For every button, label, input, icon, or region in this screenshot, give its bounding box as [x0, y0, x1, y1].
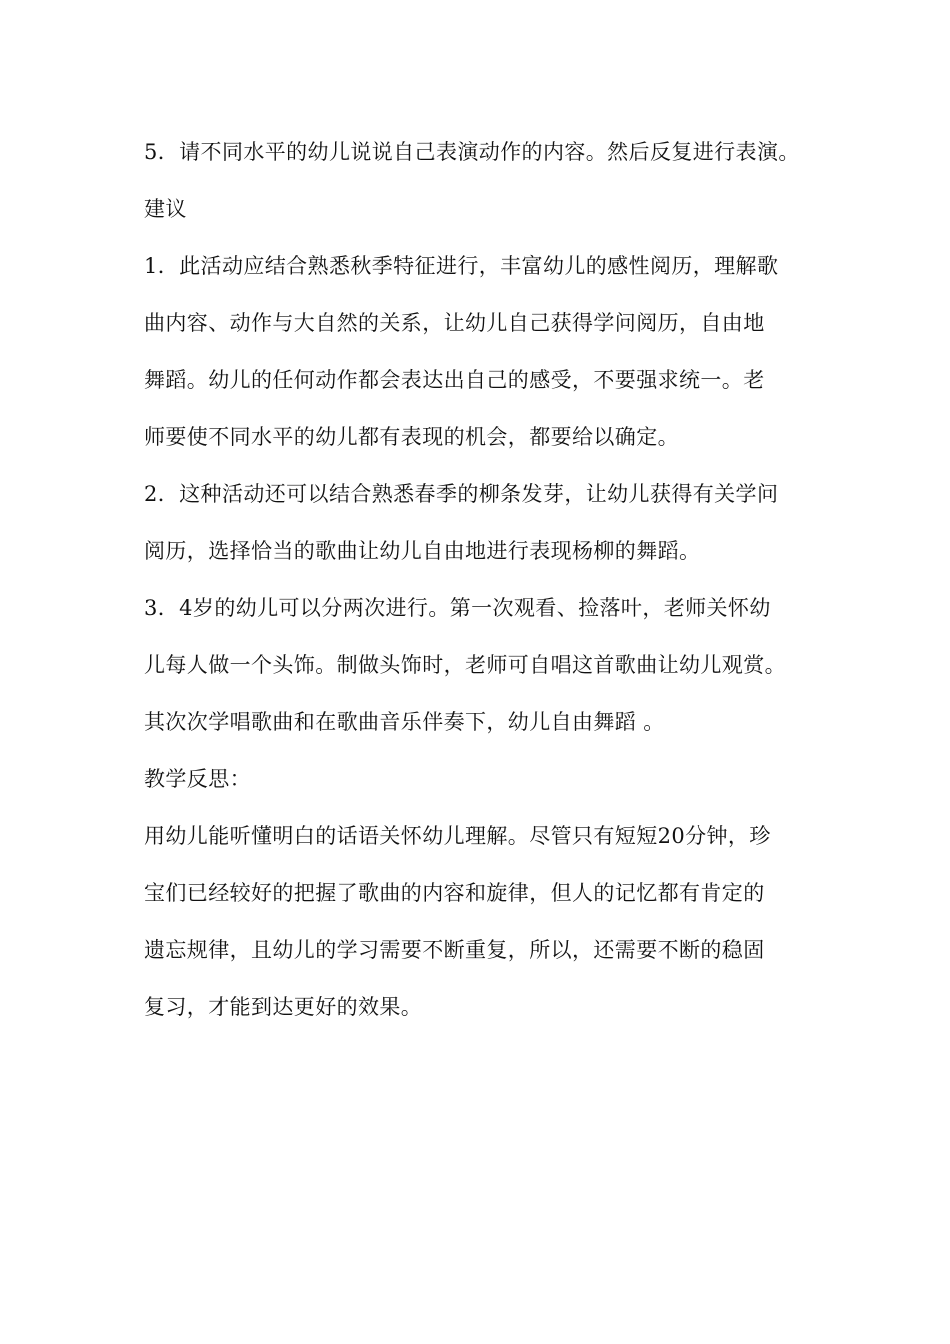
text-line-suggestion-2: 2．这种活动还可以结合熟悉春季的柳条发芽，让幼儿获得有关学问 [144, 482, 779, 506]
section-heading-suggestions: 建议 [144, 197, 187, 221]
text-line-suggestion-1-cont: 师要使不同水平的幼儿都有表现的机会，都要给以确定。 [144, 425, 679, 449]
text-line-reflection-cont: 宝们已经较好的把握了歌曲的内容和旋律，但人的记忆都有肯定的 [144, 881, 765, 905]
text-line-reflection-cont: 复习，才能到达更好的效果。 [144, 995, 423, 1019]
text-line-suggestion-1-cont: 舞蹈。幼儿的任何动作都会表达出自己的感受，不要强求统一。老 [144, 368, 765, 392]
text-line-reflection-cont: 遗忘规律，且幼儿的学习需要不断重复，所以，还需要不断的稳固 [144, 938, 765, 962]
text-line-suggestion-3: 3．4岁的幼儿可以分两次进行。第一次观看、捡落叶，老师关怀幼 [144, 596, 771, 620]
text-line-suggestion-3-cont: 其次次学唱歌曲和在歌曲音乐伴奏下，幼儿自由舞蹈 。 [144, 710, 665, 734]
text-line-suggestion-2-cont: 阅历，选择恰当的歌曲让幼儿自由地进行表现杨柳的舞蹈。 [144, 539, 701, 563]
text-line-suggestion-1-cont: 曲内容、动作与大自然的关系，让幼儿自己获得学问阅历，自由地 [144, 311, 765, 335]
text-line-suggestion-3-cont: 儿每人做一个头饰。制做头饰时，老师可自唱这首歌曲让幼儿观赏。 [144, 653, 786, 677]
text-line-item-5: 5．请不同水平的幼儿说说自己表演动作的内容。然后反复进行表演。 [144, 140, 800, 164]
text-line-suggestion-1: 1．此活动应结合熟悉秋季特征进行，丰富幼儿的感性阅历，理解歌 [144, 254, 779, 278]
text-line-reflection: 用幼儿能听懂明白的话语关怀幼儿理解。尽管只有短短20分钟，珍 [144, 824, 771, 848]
section-heading-reflection: 教学反思： [144, 767, 251, 791]
